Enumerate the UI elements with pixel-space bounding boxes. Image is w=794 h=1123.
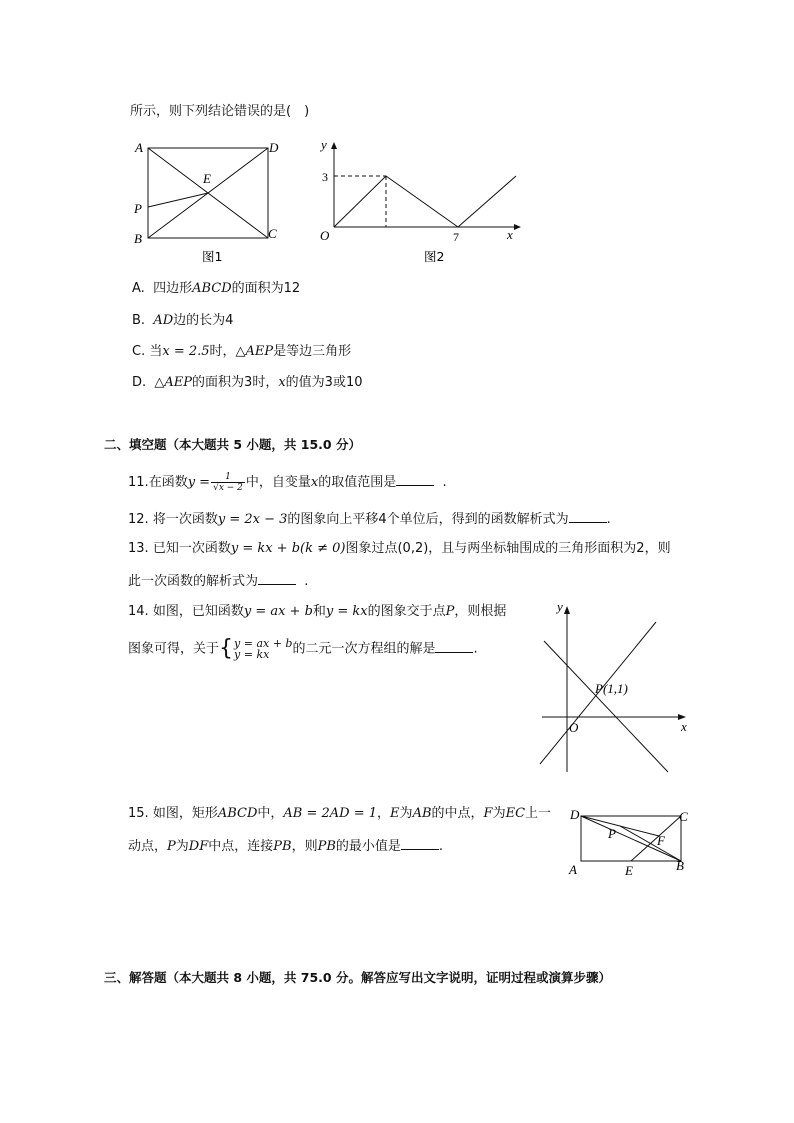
answer-blank xyxy=(569,510,607,523)
answer-blank xyxy=(258,572,296,585)
figure-2 xyxy=(316,135,526,265)
question-15-line-2: 动点，P为DF中点，连接PB，则PB的最小值是 . xyxy=(128,839,444,854)
label-p: P xyxy=(608,826,616,841)
y-axis-arrow xyxy=(564,606,570,614)
figure-1-caption: 图1 xyxy=(202,249,223,264)
label-x: x xyxy=(681,719,687,734)
figure-2-caption: 图2 xyxy=(424,249,445,264)
section-3-heading: 三、解答题（本大题共 8 小题，共 75.0 分。解答应写出文字说明，证明过程或演算步骤） xyxy=(104,970,611,985)
question-11: 11.在函数y = $\frac{1}{√x - 2}$ 中，自变量x的取值范围是 . xyxy=(128,472,447,493)
answer-blank xyxy=(435,640,473,653)
section-2-heading: 二、填空题（本大题共 5 小题，共 15.0 分） xyxy=(104,437,361,452)
label-c: C xyxy=(268,226,277,241)
answer-blank xyxy=(401,837,439,850)
question-13-line-2: 此一次函数的解析式为 . xyxy=(128,574,309,589)
y-axis-arrow xyxy=(331,142,337,149)
figure-1 xyxy=(128,135,288,265)
label-b: B xyxy=(134,231,142,246)
line-y-ax-b xyxy=(544,641,668,772)
question-12: 12. 将一次函数y = 2x − 3的图象向上平移4个单位后，得到的函数解析式为 . xyxy=(128,512,611,527)
option-a: A. 四边形ABCD的面积为12 xyxy=(132,281,301,296)
question-13-line-1: 13. 已知一次函数y = kx + b(k ≠ 0)图象过点(0,2)，且与两坐标轴围成的三角形面积为2，则 xyxy=(128,541,671,556)
question-intro: 所示，则下列结论错误的是( ) xyxy=(130,104,310,119)
label-p: P(1,1) xyxy=(595,681,628,696)
label-p: P xyxy=(134,201,142,216)
question-14-line-1: 14. 如图，已知函数y = ax + b和y = kx的图象交于点P，则根据 xyxy=(128,604,507,619)
segment-pb xyxy=(620,826,681,861)
label-y: y xyxy=(321,137,327,152)
label-origin: O xyxy=(320,228,330,243)
answer-blank xyxy=(396,473,434,486)
label-a: A xyxy=(569,862,577,877)
label-e: E xyxy=(203,171,211,186)
question-14-line-2: 图象可得，关于{ y = ax + b y = kx 的二元一次方程组的解是 . xyxy=(128,636,478,661)
option-b: B. AD边的长为4 xyxy=(132,313,234,328)
label-x: x xyxy=(507,227,513,242)
system-brace: { xyxy=(219,636,234,661)
label-a: A xyxy=(135,140,143,155)
label-y: y xyxy=(557,599,563,614)
tick-x-7: 7 xyxy=(453,230,459,244)
question-14-graph xyxy=(536,598,694,776)
option-d: D. △AEP的面积为3时，x的值为3或10 xyxy=(132,375,363,390)
label-b: B xyxy=(676,858,684,873)
fraction: $\frac{1}{√x - 2}$ xyxy=(213,472,243,493)
option-c: C. 当x = 2.5时，△AEP是等边三角形 xyxy=(132,344,352,359)
segment-db xyxy=(581,816,681,861)
label-d: D xyxy=(269,140,279,155)
label-c: C xyxy=(679,809,688,824)
label-f: F xyxy=(657,833,665,848)
equation-system: y = ax + b y = kx xyxy=(234,637,293,661)
tick-y-3: 3 xyxy=(322,170,328,184)
segment-ec xyxy=(631,816,681,861)
label-d: D xyxy=(570,807,580,822)
x-axis-arrow xyxy=(514,224,521,230)
question-15-line-1: 15. 如图，矩形ABCD中，AB = 2AD = 1，E为AB的中点，F为EC上一 xyxy=(128,806,552,821)
label-e: E xyxy=(625,863,633,878)
question-15-figure xyxy=(564,802,694,880)
function-graph xyxy=(334,176,516,227)
label-origin: O xyxy=(569,720,579,735)
